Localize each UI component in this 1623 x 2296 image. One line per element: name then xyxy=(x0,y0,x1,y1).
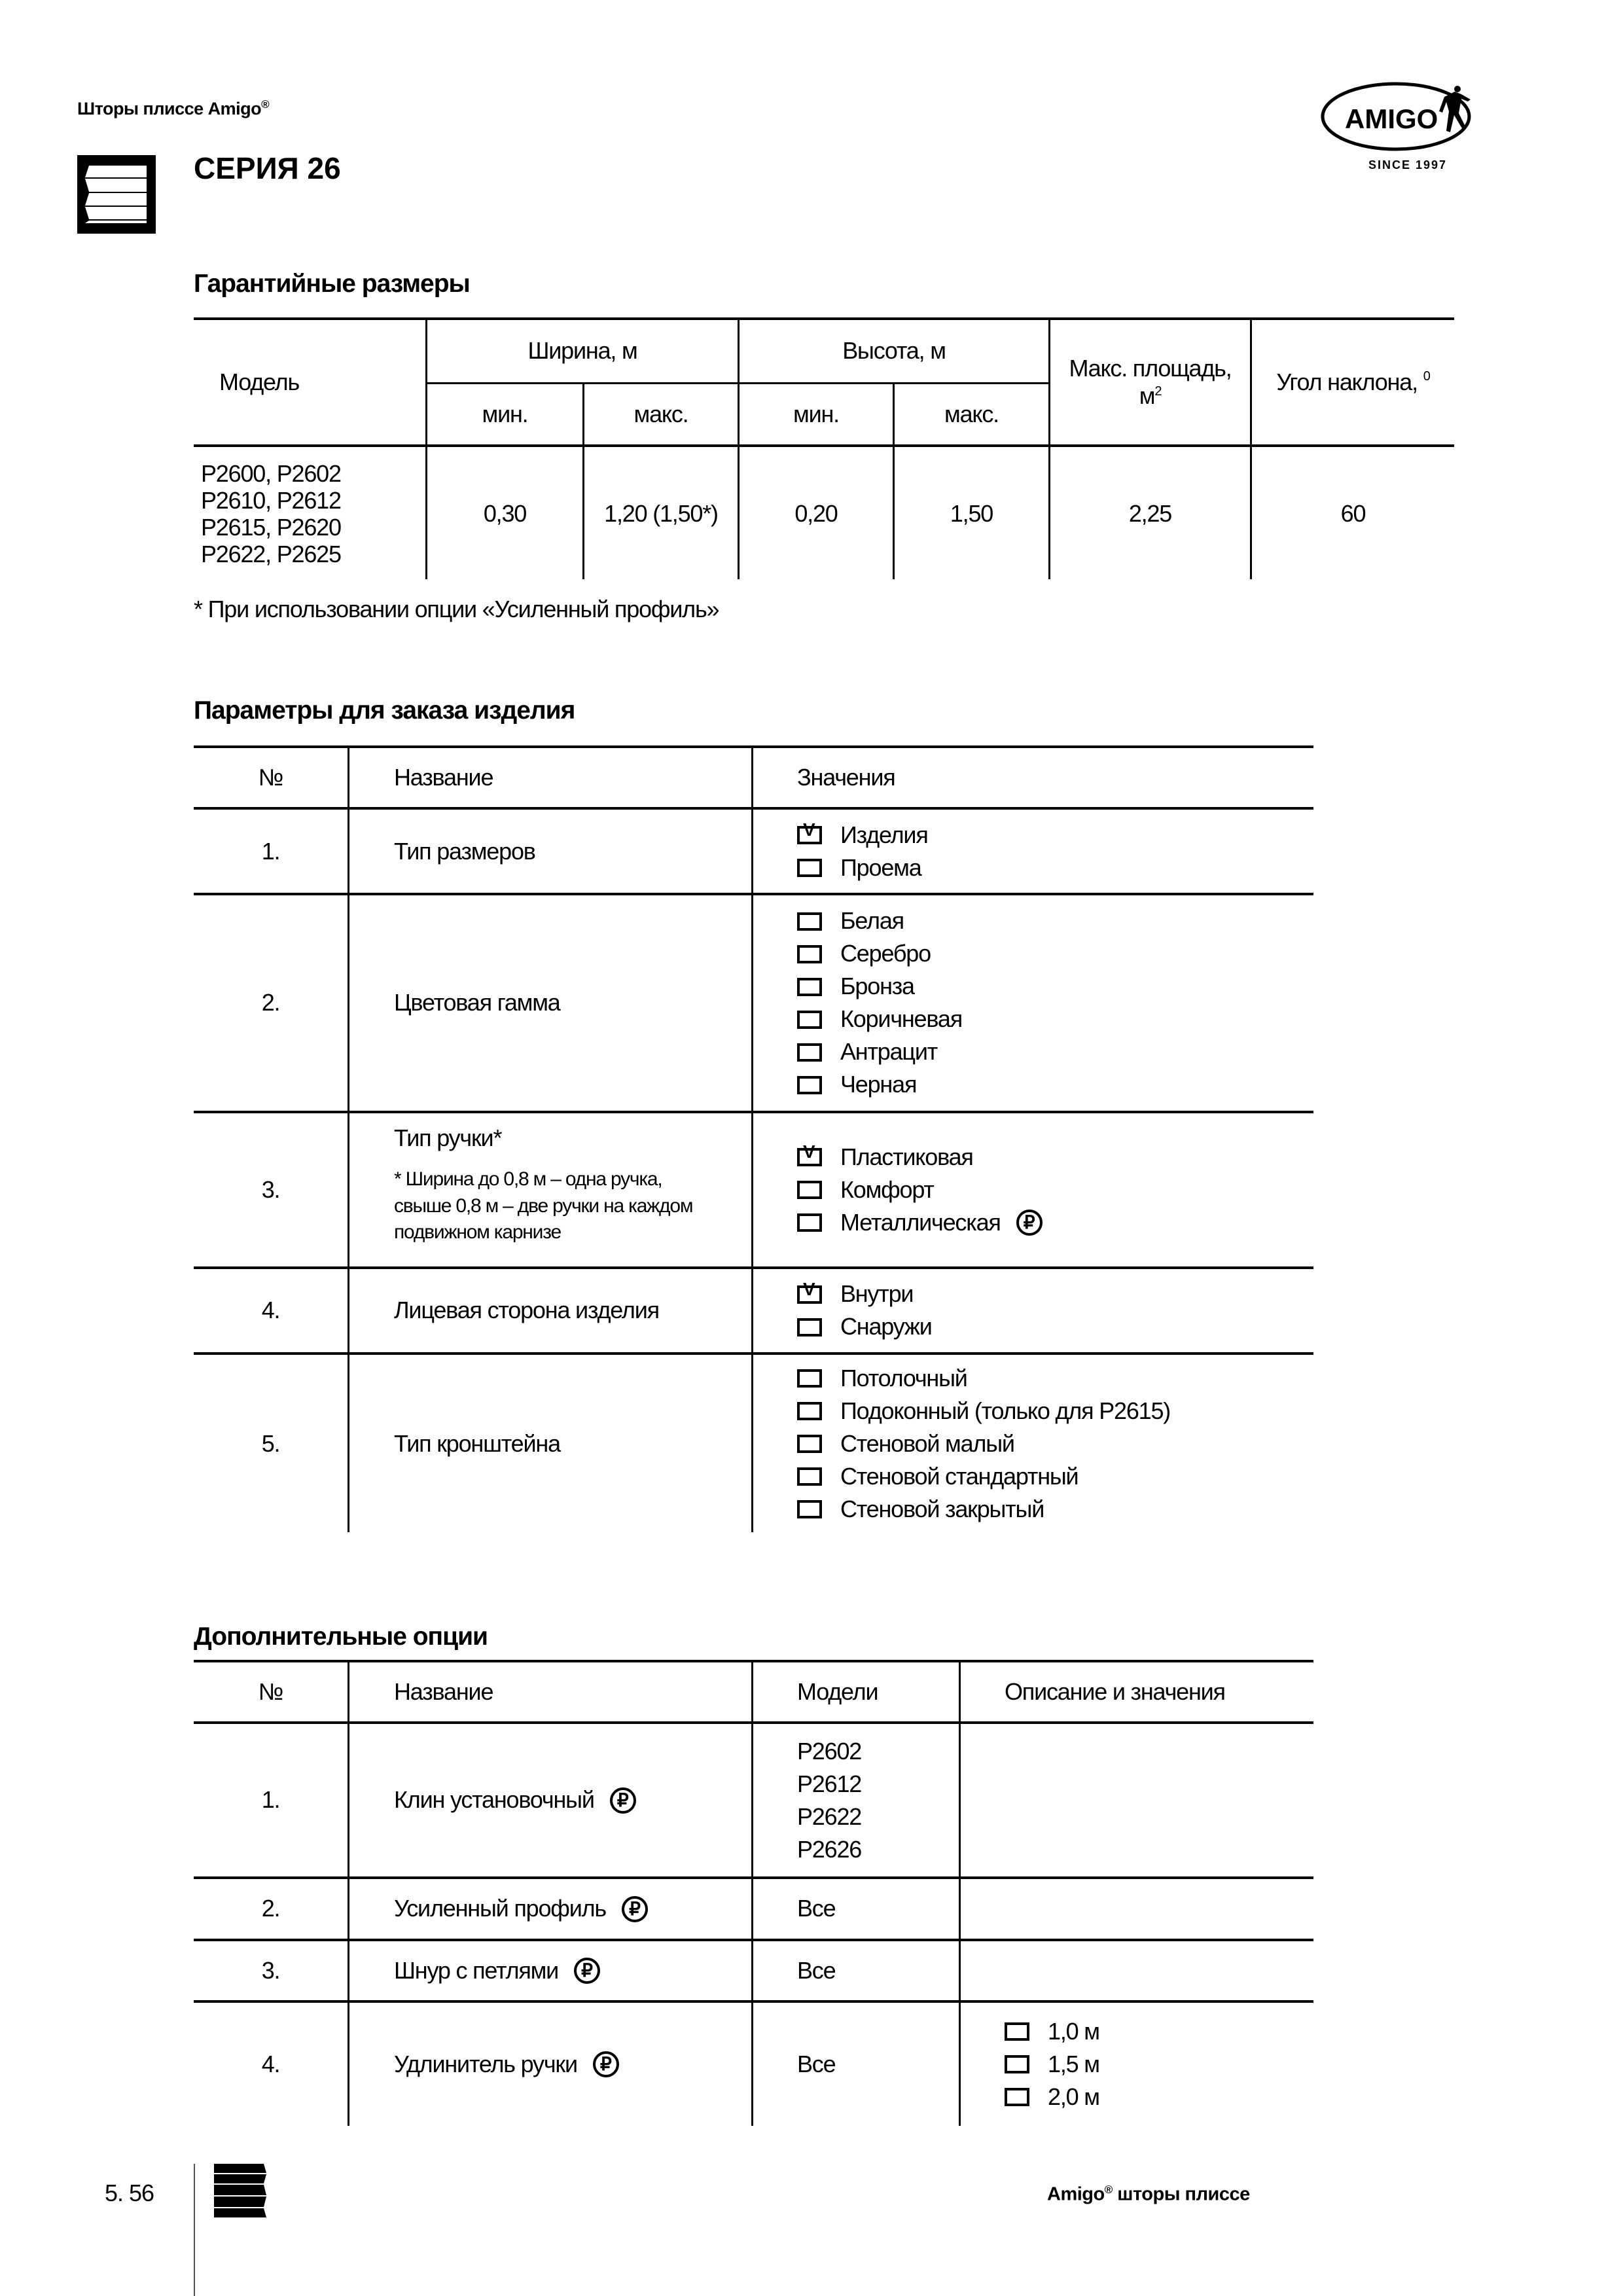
col-header-width-max: макс. xyxy=(633,400,688,427)
col-header-angle xyxy=(1252,320,1454,444)
pleated-blind-footer-icon xyxy=(214,2164,269,2222)
option-checkbox[interactable] xyxy=(797,1311,932,1344)
option-label: Пластиковая xyxy=(840,1143,973,1170)
row-models: Все xyxy=(797,1956,836,1984)
option-label: Серебро xyxy=(840,940,931,967)
col-header-num: № xyxy=(258,763,283,791)
checkbox-icon[interactable] xyxy=(797,1500,822,1518)
row-models xyxy=(797,1724,954,1876)
height-max-value: 1,50 xyxy=(950,499,993,527)
col-header-height-max: макс. xyxy=(944,400,999,427)
row-name: Цветовая гамма xyxy=(394,989,560,1016)
option-checkbox[interactable] xyxy=(797,905,962,938)
col-header-num: № xyxy=(258,1677,283,1705)
checkbox-icon[interactable] xyxy=(797,859,822,877)
model-line: P2610, P2612 xyxy=(201,486,341,514)
width-max-value: 1,20 (1,50*) xyxy=(604,499,718,527)
col-header-height-min: мин. xyxy=(793,400,839,427)
option-checkbox[interactable] xyxy=(797,1460,1170,1493)
option-checkbox[interactable] xyxy=(797,1395,1170,1427)
checkbox-icon[interactable] xyxy=(797,912,822,931)
option-label: Коричневая xyxy=(840,1005,963,1033)
footer-brand xyxy=(1047,2183,1250,2206)
option-checkbox[interactable] xyxy=(797,1174,1043,1206)
footer-brand-suffix: шторы плиссе xyxy=(1112,2183,1250,2205)
model-item: P2622 xyxy=(797,1803,862,1830)
row-name xyxy=(394,1724,747,1876)
row-name xyxy=(394,2003,747,2126)
model-line: P2615, P2620 xyxy=(201,514,341,541)
option-label: 1,5 м xyxy=(1048,2050,1099,2077)
checkbox-icon[interactable] xyxy=(797,945,822,963)
max-area-unit xyxy=(1139,382,1162,410)
model-item: P2602 xyxy=(797,1737,862,1765)
row-values xyxy=(1005,2003,1312,2126)
checkbox-icon[interactable] xyxy=(797,1181,822,1199)
model-line: P2622, P2625 xyxy=(201,541,341,568)
degree-sup: 0 xyxy=(1423,369,1430,384)
checkbox-icon[interactable] xyxy=(797,1213,822,1232)
handle-note xyxy=(394,1166,747,1246)
option-label: Подоконный (только для P2615) xyxy=(840,1397,1171,1424)
col-header-max-area xyxy=(1050,320,1250,444)
note-line: свыше 0,8 м – две ручки на каждом xyxy=(394,1194,693,1217)
row-number: 5. xyxy=(261,1429,280,1457)
option-checkbox[interactable] xyxy=(1005,2081,1099,2113)
ruble-paid-icon: ₽ xyxy=(574,1958,600,1984)
option-label: Белая xyxy=(840,907,904,935)
row-name xyxy=(394,1941,747,2000)
option-label: Черная xyxy=(840,1071,917,1098)
option-checkbox[interactable] xyxy=(797,1036,962,1069)
col-header-name: Название xyxy=(394,763,493,791)
option-label: Изделия xyxy=(840,821,928,848)
note-line: * Ширина до 0,8 м – одна ручка, xyxy=(394,1168,662,1190)
max-area-label: Макс. площадь, xyxy=(1069,354,1232,382)
col-header-models: Модели xyxy=(797,1677,878,1705)
running-header xyxy=(77,98,269,119)
checkbox-icon[interactable] xyxy=(797,1011,822,1029)
option-checkbox[interactable] xyxy=(797,1362,1170,1395)
warranty-footnote: * При использовании опции «Усиленный профиль» xyxy=(194,596,719,622)
row-number: 3. xyxy=(261,1956,280,1984)
ruble-paid-icon: ₽ xyxy=(1016,1210,1043,1236)
registered-mark: ® xyxy=(1104,2183,1113,2196)
row-number: 2. xyxy=(261,1895,280,1922)
row-models: Все xyxy=(797,2050,836,2077)
max-area-value: 2,25 xyxy=(1128,499,1172,527)
checkbox-icon[interactable] xyxy=(797,1369,822,1388)
running-header-text: Шторы плиссе Amigo xyxy=(77,99,262,118)
col-header-height: Высота, м xyxy=(842,337,946,365)
option-checkbox[interactable] xyxy=(797,1141,1043,1174)
row-options xyxy=(797,1113,1308,1266)
note-line: подвижном карнизе xyxy=(394,1221,561,1243)
row-number: 1. xyxy=(261,837,280,865)
col-header-name: Название xyxy=(394,1677,493,1705)
option-checkbox[interactable] xyxy=(797,1493,1170,1526)
row-name-with-note xyxy=(394,1124,747,1246)
option-checkbox[interactable] xyxy=(797,938,962,971)
series-title: СЕРИЯ 26 xyxy=(194,151,341,185)
option-checkbox[interactable] xyxy=(797,1427,1170,1460)
checkbox-icon[interactable] xyxy=(797,1318,822,1336)
checkbox-icon[interactable] xyxy=(1005,2088,1029,2106)
option-checkbox[interactable] xyxy=(1005,2048,1099,2081)
checkbox-icon[interactable] xyxy=(1005,2055,1029,2073)
row-number: 2. xyxy=(261,989,280,1016)
option-label: 2,0 м xyxy=(1048,2083,1099,2110)
col-header-description: Описание и значения xyxy=(1005,1677,1225,1705)
row-number: 4. xyxy=(261,2050,280,2077)
warranty-section-title: Гарантийные размеры xyxy=(194,270,470,298)
col-header-width: Ширина, м xyxy=(527,337,637,365)
model-item: P2612 xyxy=(797,1770,862,1797)
logo-tagline: SINCE 1997 xyxy=(1368,158,1448,171)
option-name: Клин установочный xyxy=(394,1786,594,1814)
row-name: Тип ручки* xyxy=(394,1124,502,1151)
col-header-values: Значения xyxy=(797,763,895,791)
checkbox-icon[interactable] xyxy=(797,1076,822,1094)
option-label: Комфорт xyxy=(840,1175,934,1203)
model-line: P2600, P2602 xyxy=(201,459,341,487)
option-label: Стеновой закрытый xyxy=(840,1495,1044,1522)
checkbox-icon[interactable] xyxy=(797,1402,822,1420)
row-name xyxy=(394,1879,747,1939)
option-label: Стеновой малый xyxy=(840,1429,1014,1457)
checkbox-checked-icon[interactable] xyxy=(797,826,822,844)
row-name: Тип кронштейна xyxy=(394,1429,560,1457)
option-label: 1,0 м xyxy=(1048,2017,1099,2045)
extra-options-section-title: Дополнительные опции xyxy=(194,1623,488,1651)
model-item: P2626 xyxy=(797,1835,862,1863)
height-min-value: 0,20 xyxy=(794,499,838,527)
row-options xyxy=(797,1355,1308,1533)
ruble-paid-icon: ₽ xyxy=(610,1787,636,1814)
option-checkbox[interactable] xyxy=(797,1003,962,1036)
option-label: Бронза xyxy=(840,973,914,1000)
row-name: Тип размеров xyxy=(394,837,535,865)
col-header-width-min: мин. xyxy=(482,400,528,427)
row-number: 3. xyxy=(261,1175,280,1203)
row-number: 1. xyxy=(261,1786,280,1814)
option-checkbox[interactable] xyxy=(797,971,962,1003)
option-label: Внутри xyxy=(840,1280,914,1308)
width-min-value: 0,30 xyxy=(483,499,527,527)
option-label: Снаружи xyxy=(840,1313,932,1340)
order-params-section-title: Параметры для заказа изделия xyxy=(194,696,575,725)
checkbox-icon[interactable] xyxy=(797,1467,822,1486)
logo-wordmark: AMIGO xyxy=(1345,103,1438,134)
angle-value: 60 xyxy=(1340,499,1366,527)
checkbox-icon[interactable] xyxy=(797,1043,822,1062)
option-checkbox[interactable] xyxy=(797,1069,962,1102)
option-name: Усиленный профиль xyxy=(394,1895,606,1922)
checkbox-icon[interactable] xyxy=(1005,2022,1029,2041)
row-options xyxy=(797,1269,1308,1352)
amigo-logo xyxy=(1319,77,1489,175)
row-options xyxy=(797,810,1308,893)
option-checkbox[interactable] xyxy=(1005,2015,1099,2048)
option-checkbox[interactable] xyxy=(797,819,928,852)
pleated-blind-icon xyxy=(77,155,156,234)
page-number: 5. 56 xyxy=(105,2179,154,2206)
row-options xyxy=(797,895,1308,1111)
angle-label: Угол наклона, xyxy=(1276,368,1418,395)
checkbox-checked-icon[interactable] xyxy=(797,1285,822,1304)
option-checkbox[interactable] xyxy=(797,1206,1043,1239)
checkbox-icon[interactable] xyxy=(797,978,822,996)
row-models: Все xyxy=(797,1895,836,1922)
footer-brand-name: Amigo xyxy=(1047,2183,1105,2205)
row-number: 4. xyxy=(261,1297,280,1324)
col-header-model: Модель xyxy=(219,368,300,395)
unit-m: м xyxy=(1139,382,1155,409)
option-name: Шнур с петлями xyxy=(394,1956,559,1984)
option-checkbox[interactable] xyxy=(797,852,928,884)
checkbox-icon[interactable] xyxy=(797,1435,822,1453)
footer-divider xyxy=(194,2164,195,2296)
table-row-models xyxy=(201,452,423,576)
unit-sup: 2 xyxy=(1154,384,1162,399)
option-label: Стеновой стандартный xyxy=(840,1462,1079,1490)
option-label: Металлическая xyxy=(840,1208,1001,1236)
checkbox-checked-icon[interactable] xyxy=(797,1148,822,1166)
option-checkbox[interactable] xyxy=(797,1278,932,1311)
option-name: Удлинитель ручки xyxy=(394,2050,577,2077)
option-label: Проема xyxy=(840,853,921,881)
ruble-paid-icon: ₽ xyxy=(622,1896,648,1922)
option-label: Потолочный xyxy=(840,1364,967,1391)
registered-mark: ® xyxy=(261,98,270,111)
option-label: Антрацит xyxy=(840,1038,938,1066)
ruble-paid-icon: ₽ xyxy=(593,2051,619,2077)
row-name: Лицевая сторона изделия xyxy=(394,1297,659,1324)
